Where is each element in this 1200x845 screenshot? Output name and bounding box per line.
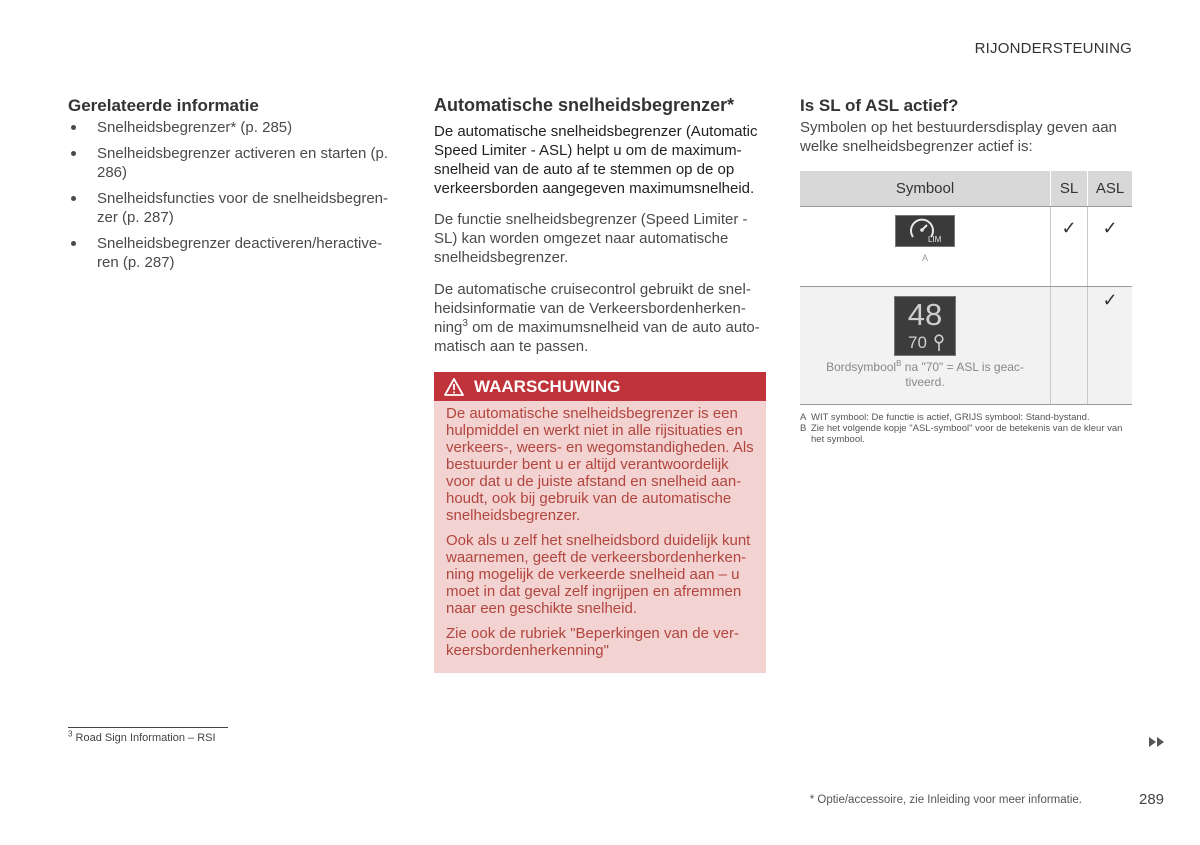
table-row [800,287,1132,405]
footnote-divider [68,727,228,728]
asl-check: ✓ [1088,287,1133,405]
related-info [68,96,398,279]
symbol-cell [800,287,1051,405]
warning-paragraph: De automatische snelheidsbegrenzer is een hulpmiddel en werkt niet in alle rijsituaties en verkeers-, weers- en wegomstandigheden. Als bestuurder bent u er altijd verantwoordelijk voor dat u de juiste afstand en snelheid aan-houdt, ook bij gebruik van de automatische snelheidsbegrenzer. [446,405,754,524]
related-item[interactable]: Snelheidsfuncties voor de snelheidsbegren-zer (p. 287) [68,189,398,227]
asl-sign-symbol [894,296,956,356]
table-header-row [800,171,1132,207]
table-notes [800,412,1132,445]
main-section [434,96,766,673]
warning-paragraph: Zie ook de rubriek "Beperkingen van de ver-keersbordenherkenning" [446,625,739,659]
sl-check: ✓ [1051,207,1088,287]
lead-paragraph: De automatische snelheidsbegrenzer (Automatic Speed Limiter - ASL) helpt u om de maximum-snelheid van de auto af te stemmen op de op verkeersborden aangegeven maximumsnelheid. [434,123,758,197]
warning-paragraph: Ook als u zelf het snelheidsbord duidelijk kunt waarnemen, geeft de verkeersbordenherken-ning mogelijk de verkeerde snelheid aan – u moet in dat geval zelf ingrijpen en afremmen naar een geschikte snelheid. [446,532,751,617]
warning-header [434,372,766,401]
warning-title: WAARSCHUWING [474,377,621,396]
accessory-note: * Optie/accessoire, zie Inleiding voor meer informatie. [809,794,1082,806]
header-symbol: Symbool [800,171,1051,207]
current-speed: 48 [907,297,943,332]
limit-speed: 70 [908,333,927,352]
related-title: Gerelateerde informatie [68,96,259,115]
lim-label: LIM [928,235,942,244]
speed-limiter-symbol [895,215,955,247]
page-number: 289 [1139,791,1165,808]
section-header: RIJONDERSTEUNING [974,40,1132,57]
symbol-cell [800,207,1051,287]
related-list [68,118,398,272]
footnote-ref[interactable]: 3 [462,318,468,329]
related-item[interactable]: Snelheidsbegrenzer activeren en starten (p. 286) [68,144,398,182]
symbol-table [800,171,1132,405]
table-row [800,207,1132,287]
warning-body [434,401,766,673]
paragraph-sl: De functie snelheidsbegrenzer (Speed Limiter - SL) kan worden omgezet naar automatische snelheidsbegrenzer. [434,211,748,266]
table-note: A WIT symbool: De functie is actief, GRIJS symbool: Stand-bystand. [800,412,1090,423]
speed-limiter-icon [908,217,942,245]
symbol-caption: A [921,253,928,263]
sign-caption: Bordsymbool$^B$ na "70" = ASL is geac-tiveerd. [826,359,1024,389]
footnote: $^3$ Road Sign Information – RSI [68,729,216,744]
status-section [800,96,1132,445]
related-item[interactable]: Snelheidsbegrenzer deactiveren/heractive-ren (p. 287) [68,234,398,272]
header-sl: SL [1051,171,1088,207]
paragraph-rsi: De automatische cruisecontrol gebruikt de snel-heidsinformatie van de Verkeersbordenherken-ning$^3$ om de maximumsnelheid van de auto auto-matisch aan te passen. [434,281,760,355]
status-title: Is SL of ASL actief? [800,96,959,115]
main-title: Automatische snelheidsbegrenzer* [434,95,735,115]
location-pin-icon [934,334,944,352]
asl-check: ✓ [1088,207,1133,287]
status-intro: Symbolen op het bestuurdersdisplay geven aan welke snelheidsbegrenzer actief is: [800,119,1117,155]
sl-check [1051,287,1088,405]
warning-triangle-icon [444,378,464,396]
related-item[interactable]: Snelheidsbegrenzer* (p. 285) [68,118,398,137]
table-note: B Zie het volgende kopje "ASL-symbool" voor de betekenis van de kleur van het symbool. [800,423,1123,445]
header-asl: ASL [1088,171,1133,207]
double-arrow-icon[interactable] [1148,736,1166,748]
